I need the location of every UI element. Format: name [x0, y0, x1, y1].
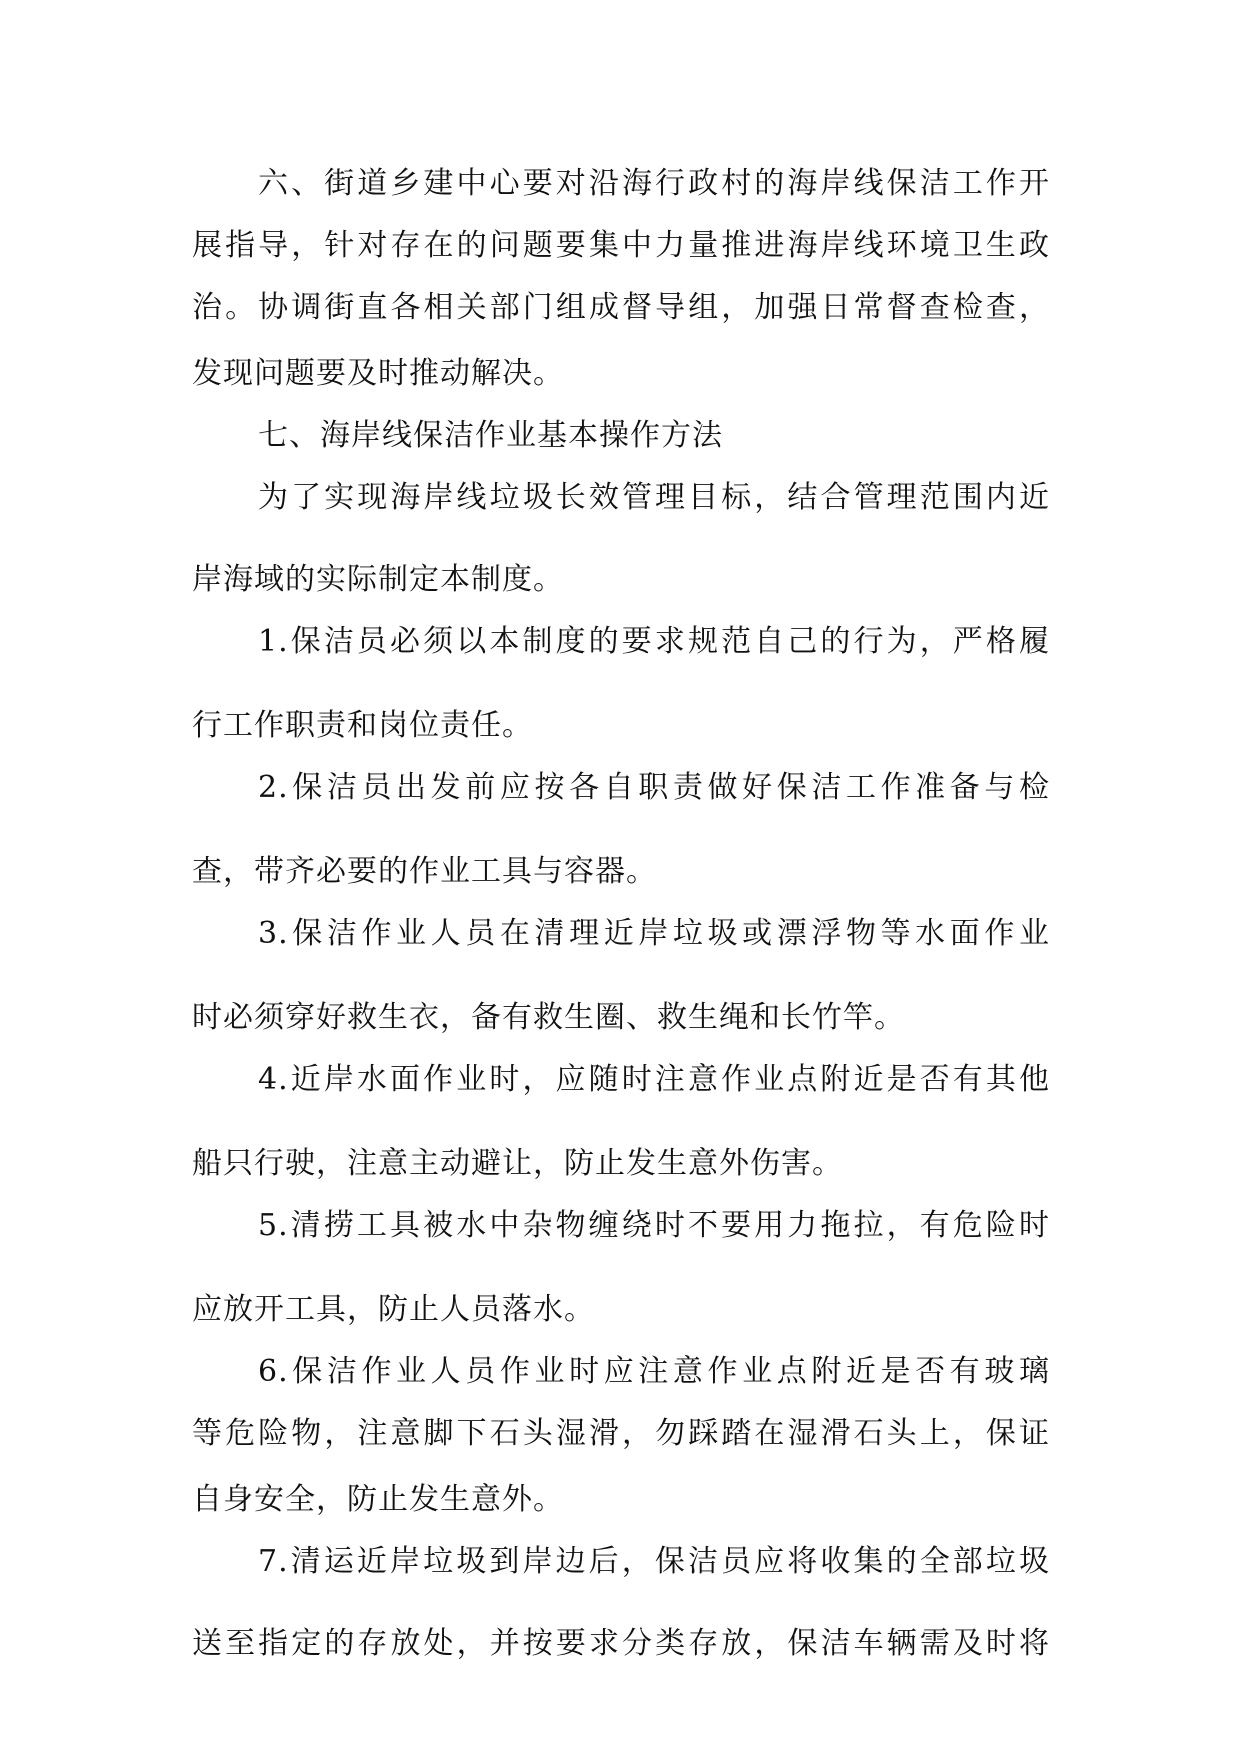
paragraph-6-line-4: 发现问题要及时推动解决。: [192, 356, 564, 391]
item-2-line-2: 查，带齐必要的作业工具与容器。: [192, 854, 657, 889]
item-1-line-2: 行工作职责和岗位责任。: [192, 708, 533, 743]
item-4-line-1: 4.近岸水面作业时，应随时注意作业点附近是否有其他: [258, 1062, 1050, 1097]
item-2-line-1: 2.保洁员出发前应按各自职责做好保洁工作准备与检: [258, 770, 1050, 805]
paragraph-6-line-1: 六、街道乡建中心要对沿海行政村的海岸线保洁工作开: [258, 166, 1050, 201]
item-6-line-1: 6.保洁作业人员作业时应注意作业点附近是否有玻璃: [258, 1354, 1050, 1389]
intro-line-2: 岸海域的实际制定本制度。: [192, 562, 564, 597]
intro-line-1: 为了实现海岸线垃圾长效管理目标，结合管理范围内近: [258, 480, 1050, 515]
item-7-line-1: 7.清运近岸垃圾到岸边后，保洁员应将收集的全部垃圾: [258, 1544, 1050, 1579]
item-6-line-2: 等危险物，注意脚下石头湿滑，勿踩踏在湿滑石头上，保证: [192, 1416, 1050, 1451]
item-5-line-2: 应放开工具，防止人员落水。: [192, 1292, 595, 1327]
section-7-heading: 七、海岸线保洁作业基本操作方法: [258, 418, 723, 453]
item-5-line-1: 5.清捞工具被水中杂物缠绕时不要用力拖拉，有危险时: [258, 1208, 1050, 1243]
item-1-line-1: 1.保洁员必须以本制度的要求规范自己的行为，严格履: [258, 624, 1050, 659]
item-7-line-2: 送至指定的存放处，并按要求分类存放，保洁车辆需及时将: [192, 1626, 1050, 1661]
paragraph-6-line-2: 展指导，针对存在的问题要集中力量推进海岸线环境卫生政: [192, 228, 1050, 263]
paragraph-6-line-3: 治。协调街直各相关部门组成督导组，加强日常督查检查，: [192, 290, 1050, 325]
item-3-line-2: 时必须穿好救生衣，备有救生圈、救生绳和长竹竿。: [192, 1000, 905, 1035]
item-4-line-2: 船只行驶，注意主动避让，防止发生意外伤害。: [192, 1146, 843, 1181]
item-3-line-1: 3.保洁作业人员在清理近岸垃圾或漂浮物等水面作业: [258, 916, 1050, 951]
item-6-line-3: 自身安全，防止发生意外。: [192, 1482, 564, 1517]
